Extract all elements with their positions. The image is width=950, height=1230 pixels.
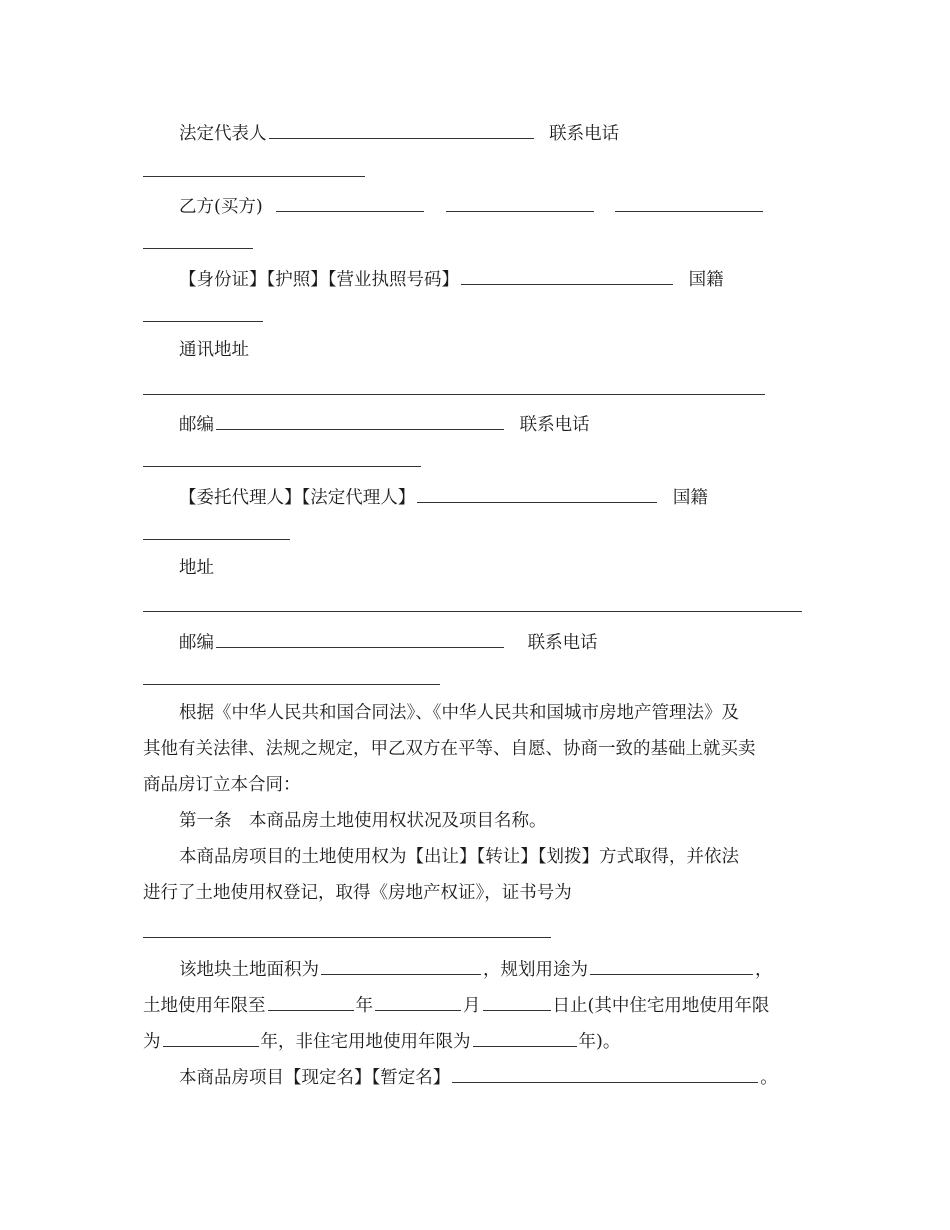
term-day-blank[interactable] <box>483 991 551 1011</box>
phone-label: 联系电话 <box>549 124 620 144</box>
project-name-blank[interactable] <box>452 1063 758 1083</box>
preamble-line-3: 商品房订立本合同： <box>143 775 301 795</box>
land-term-line-2 <box>143 1027 620 1051</box>
agent-line <box>179 483 708 507</box>
phone-blank[interactable] <box>143 176 365 177</box>
legal-rep-blank[interactable] <box>269 119 534 139</box>
preamble-line-1: 根据《中华人民共和国合同法》、《中华人民共和国城市房地产管理法》及 <box>179 703 739 723</box>
phone-blank-2[interactable] <box>143 466 421 467</box>
nationality-label: 国籍 <box>688 270 724 290</box>
month-label: 月 <box>463 996 481 1016</box>
buyer-blank-3[interactable] <box>615 192 763 212</box>
certificate-number-blank[interactable] <box>143 937 551 938</box>
mail-address-blank[interactable] <box>143 394 765 395</box>
address-label: 地址 <box>179 558 214 578</box>
id-blank[interactable] <box>461 265 673 285</box>
period: 。 <box>760 1068 778 1088</box>
nonresidential-years-blank[interactable] <box>473 1027 577 1047</box>
residential-years-blank[interactable] <box>163 1027 259 1047</box>
nationality-blank[interactable] <box>143 321 263 322</box>
land-area-blank[interactable] <box>321 955 481 975</box>
agent-label: 【委托代理人】【法定代理人】 <box>179 488 416 508</box>
postcode-line-1 <box>179 410 590 434</box>
buyer-label: 乙方(买方) <box>179 197 263 217</box>
legal-rep-label: 法定代表人 <box>179 124 267 144</box>
postcode-blank-2[interactable] <box>216 628 504 648</box>
day-label: 日止(其中住宅用地使用年限 <box>552 996 770 1016</box>
mail-address-label: 通讯地址 <box>179 340 249 360</box>
buyer-blank-2[interactable] <box>446 192 594 212</box>
term-until-label: 土地使用年限至 <box>143 996 266 1016</box>
legal-rep-line <box>179 119 619 143</box>
agent-nationality-blank[interactable] <box>143 539 290 540</box>
agent-blank[interactable] <box>417 483 657 503</box>
preamble-line-2: 其他有关法律、法规之规定，甲乙双方在平等、自愿、协商一致的基础上就买卖 <box>143 739 756 759</box>
phone-blank-3[interactable] <box>143 684 440 685</box>
postcode-line-2 <box>179 628 598 652</box>
for-label: 为 <box>143 1032 161 1052</box>
phone-label-2: 联系电话 <box>519 415 590 435</box>
years-end-label: 年)。 <box>578 1032 621 1052</box>
year-label: 年 <box>355 996 373 1016</box>
id-line <box>179 265 724 289</box>
land-area-line <box>179 955 773 979</box>
address-blank[interactable] <box>143 611 802 612</box>
comma: ， <box>755 960 773 980</box>
land-area-label: 该地块土地面积为 <box>179 960 319 980</box>
postcode-label-2: 邮编 <box>179 633 214 653</box>
planned-use-blank[interactable] <box>590 955 753 975</box>
postcode-blank-1[interactable] <box>216 410 504 430</box>
article-1-heading: 第一条 本商品房土地使用权状况及项目名称。 <box>179 811 547 831</box>
postcode-label-1: 邮编 <box>179 415 214 435</box>
id-label: 【身份证】【护照】【营业执照号码】 <box>179 270 459 290</box>
term-month-blank[interactable] <box>375 991 461 1011</box>
project-name-label: 本商品房项目【现定名】【暂定名】 <box>179 1068 451 1088</box>
term-year-blank[interactable] <box>268 991 354 1011</box>
agent-nationality-label: 国籍 <box>672 488 708 508</box>
buyer-blank-1[interactable] <box>276 192 424 212</box>
land-term-line <box>143 991 769 1015</box>
buyer-line <box>179 192 765 216</box>
phone-label-3: 联系电话 <box>527 633 598 653</box>
nonresidential-label: 年，非住宅用地使用年限为 <box>260 1032 471 1052</box>
land-right-line-1: 本商品房项目的土地使用权为【出让】【转让】【划拨】方式取得，并依法 <box>179 847 739 867</box>
buyer-blank-4[interactable] <box>143 248 253 249</box>
project-name-line <box>179 1063 778 1087</box>
planned-use-label: ，规划用途为 <box>483 960 588 980</box>
land-right-line-2: 进行了土地使用权登记，取得《房地产权证》，证书号为 <box>143 883 572 903</box>
